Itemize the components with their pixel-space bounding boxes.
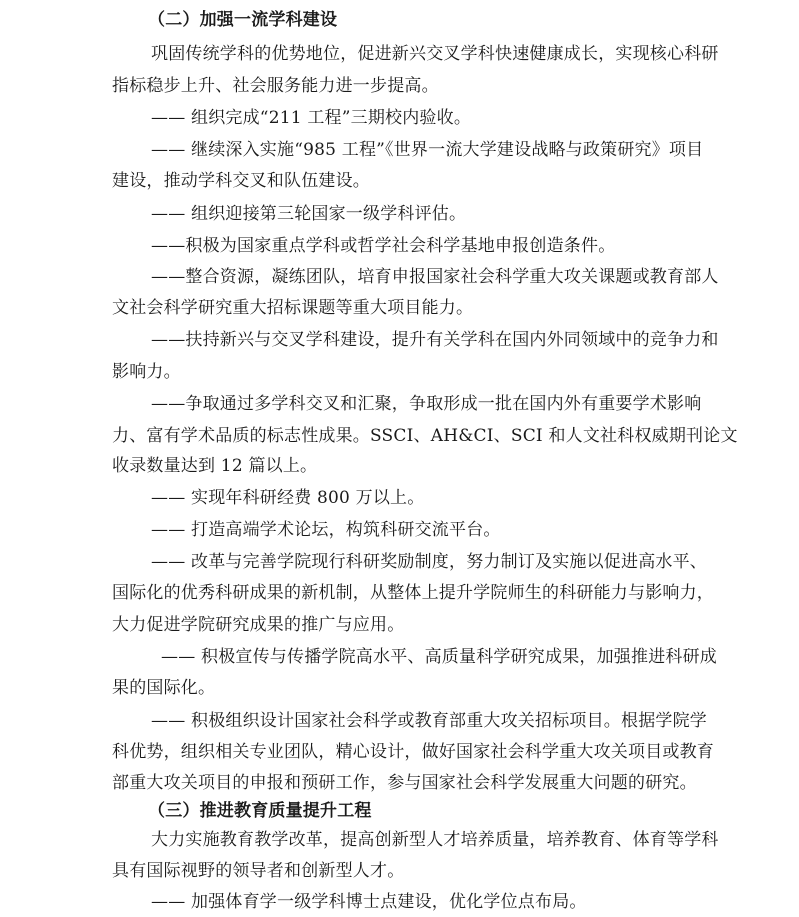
- item-7-line-2: 力、富有学术品质的标志性成果。SSCI、AH&CI、SCI 和人文社科权威期刊论文: [112, 426, 738, 446]
- section-3-item-1-line-1: —— 加强体育学一级学科博士点建设，优化学位点布局。: [151, 892, 587, 912]
- item-10-line-3: 大力促进学院研究成果的推广与应用。: [112, 615, 405, 635]
- section-2-intro-line-1: 巩固传统学科的优势地位，促进新兴交叉学科快速健康成长，实现核心科研: [151, 44, 719, 64]
- item-7-line-1: ——争取通过多学科交叉和汇聚，争取形成一批在国内外有重要学术影响: [151, 394, 702, 414]
- item-4-line-1: ——积极为国家重点学科或哲学社会科学基地申报创造条件。: [151, 236, 616, 256]
- item-8-line-1: —— 实现年科研经费 800 万以上。: [151, 488, 425, 508]
- item-6-line-2: 影响力。: [112, 362, 181, 382]
- item-12-line-1: —— 积极组织设计国家社会科学或教育部重大攻关招标项目。根据学院学: [151, 711, 708, 731]
- item-10-line-2: 国际化的优秀科研成果的新机制，从整体上提升学院师生的科研能力与影响力，: [112, 583, 714, 603]
- item-7-line-3: 收录数量达到 12 篇以上。: [112, 456, 318, 476]
- item-5-line-2: 文社会科学研究重大招标课题等重大项目能力。: [112, 298, 474, 318]
- section-3-heading: （三）推进教育质量提升工程: [148, 801, 372, 821]
- item-12-line-2: 科优势，组织相关专业团队，精心设计，做好国家社会科学重大攻关项目或教育: [112, 742, 714, 762]
- item-11-line-2: 果的国际化。: [112, 678, 216, 698]
- item-6-line-1: ——扶持新兴与交叉学科建设，提升有关学科在国内外同领域中的竞争力和: [151, 330, 719, 350]
- section-2-heading: （二）加强一流学科建设: [148, 10, 338, 30]
- item-11-line-1: —— 积极宣传与传播学院高水平、高质量科学研究成果，加强推进科研成: [161, 647, 718, 667]
- section-3-intro-line-2: 具有国际视野的领导者和创新型人才。: [112, 861, 405, 881]
- section-3-intro-line-1: 大力实施教育教学改革，提高创新型人才培养质量，培养教育、体育等学科: [151, 830, 719, 850]
- item-2-line-2: 建设，推动学科交叉和队伍建设。: [112, 171, 370, 191]
- item-1-line-1: —— 组织完成“211 工程”三期校内验收。: [151, 108, 472, 128]
- item-3-line-1: —— 组织迎接第三轮国家一级学科评估。: [151, 204, 467, 224]
- item-2-line-1: —— 继续深入实施“985 工程”《世界一流大学建设战略与政策研究》项目: [151, 140, 704, 160]
- item-12-line-3: 部重大攻关项目的申报和预研工作，参与国家社会科学发展重大问题的研究。: [112, 773, 697, 793]
- item-5-line-1: ——整合资源，凝练团队，培育申报国家社会科学重大攻关课题或教育部人: [151, 267, 719, 287]
- section-2-intro-line-2: 指标稳步上升、社会服务能力进一步提高。: [112, 76, 439, 96]
- item-10-line-1: —— 改革与完善学院现行科研奖励制度，努力制订及实施以促进高水平、: [151, 552, 708, 572]
- item-9-line-1: —— 打造高端学术论坛，构筑科研交流平台。: [151, 520, 501, 540]
